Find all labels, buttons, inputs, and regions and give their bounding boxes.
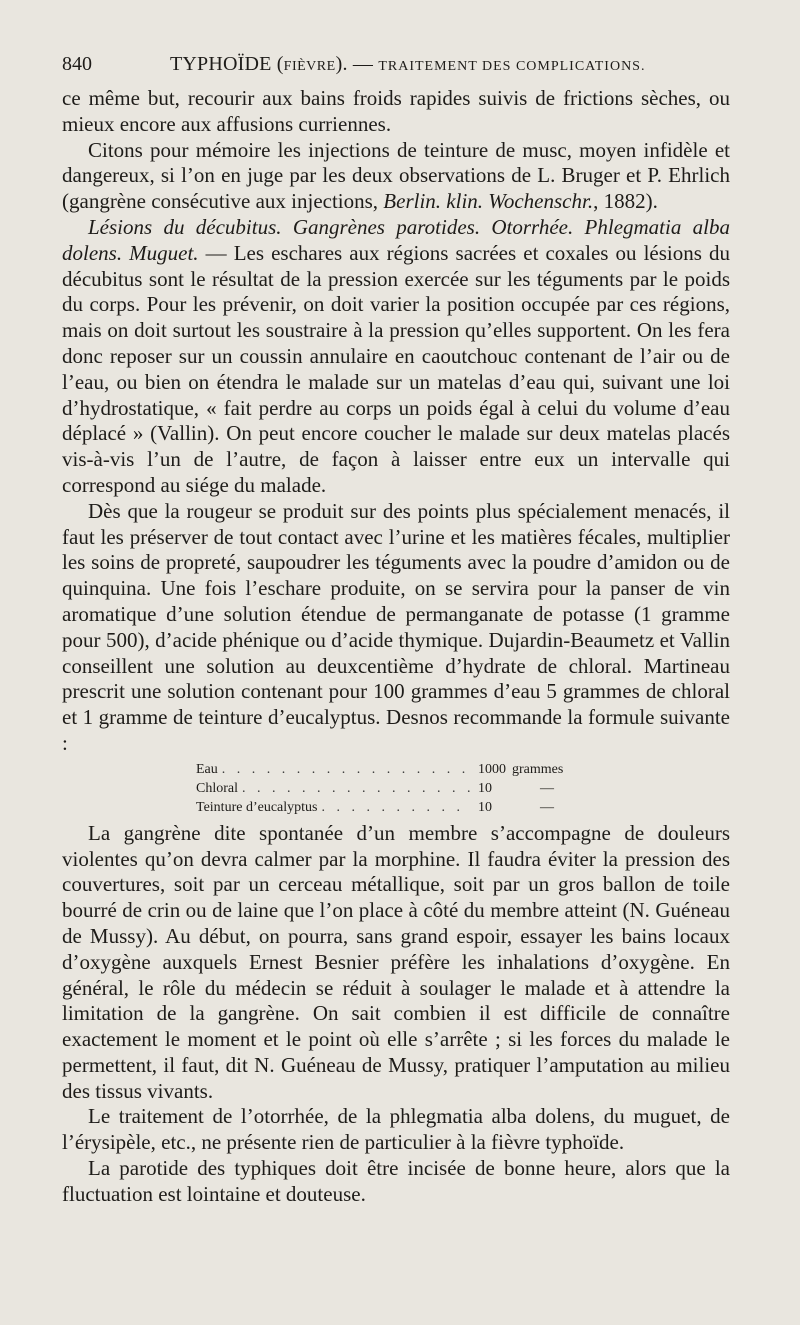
page-number: 840 <box>62 53 92 75</box>
title-paren-open: ( <box>271 53 284 75</box>
formula-ingredient: Eau <box>196 761 218 777</box>
paragraph-parotide: La parotide des typhiques doit être incisée de bonne heure, alors que la fluctuation est lointaine et douteuse. <box>62 1156 730 1206</box>
paragraph-rougeur: Dès que la rougeur se produit sur des points plus spécialement menacés, il faut les préserver de tout contact avec l’urine et les matières fécales, multiplier les soins de propreté, saupoudrer les téguments avec la poudre d’amidon ou de quinquina. Une fois l’eschare produite, on se servira pour la panser de vin aromatique d’une solution étendue de permanganate de potasse (1 gramme pour 500), d’acide phénique ou d’acide thymique. Dujardin-Beaumetz et Vallin conseillent une solution au deuxcentième d’hydrate de chloral. Martineau prescrit une solution contenant pour 100 grammes d’eau 5 grammes de chloral et 1 gramme de teinture d’eucalyptus. Desnos recommande la formule suivante : <box>62 498 730 755</box>
formula-row <box>196 779 616 798</box>
title-small-caps: FIÈVRE <box>283 59 336 74</box>
title-paren-close: ). <box>335 53 348 75</box>
paragraph-continued: ce même but, recourir aux bains froids rapides suivis de frictions sèches, ou mieux encore aux affusions curriennes. <box>62 86 730 136</box>
body-text <box>62 86 730 1208</box>
formula-unit: grammes <box>512 761 564 777</box>
section-title: TRAITEMENT DES COMPLICATIONS. <box>378 59 646 74</box>
formula-ingredient: Chloral <box>196 780 238 796</box>
paragraph-gangrene: La gangrène dite spontanée d’un membre s’accompagne de douleurs violentes qu’on devra calmer par la morphine. Il faudra éviter la pression des couvertures, soit par un cerceau métallique, soit par un gros ballon de toile bourré de crin ou de laine que l’on place à côté du membre atteint (N. Guéneau de Mussy). Au début, on pourra, sans grand espoir, essayer les bains locaux d’oxygène auxquels Ernest Besnier préfère les inhalations d’oxygène. En général, le rôle du médecin se réduit à soulager le malade et à attendre la limitation de la gangrène. On sait combien il est difficile de connaître exactement le moment et le point où elle s’arrête ; si les forces du malade le permettent, il faut, dit N. Guéneau de Mussy, pratiquer l’amputation au milieu des tissus vivants. <box>62 820 730 1103</box>
paragraph-decubitus <box>62 215 730 499</box>
formula-quantity: 10 <box>478 780 492 796</box>
formula-row <box>196 760 616 779</box>
running-title <box>170 50 645 81</box>
formula-quantity: 10 <box>478 799 492 815</box>
section-heading-italic: Lésions du décubitus. Gangrènes parotides. Otorrhée. Phlegmatia alba dolens. Muguet. <box>62 214 730 265</box>
dot-leader <box>242 779 472 798</box>
formula-quantity: 1000 <box>478 761 506 777</box>
formula-table <box>196 760 616 817</box>
dot-leader <box>321 798 472 817</box>
paragraph-decubitus-text: — Les eschares aux régions sacrées et coxales ou lésions du décubitus sont le résultat de la pression exercée sur les téguments par le poids du corps. Pour les prévenir, on doit varier la position occupée par ces régions, mais on doit surtout les soustraire à la pression qu’elles supportent. On les fera donc reposer sur un coussin annulaire en caoutchouc contenant de l’air ou de l’eau, ou bien on étendra le malade sur un matelas d’eau qui, suivant une loi d’hydrostatique, « fait perdre au corps un poids égal à celui du volume d’eau déplacé » (Vallin). On peut encore coucher le malade sur deux matelas placés vis-à-vis l’un de l’autre, de façon à laisser entre eux un intervalle qui correspond au siége du malade. <box>62 240 730 497</box>
paragraph-musc <box>62 138 730 215</box>
formula-ingredient: Teinture d’eucalyptus <box>196 799 318 815</box>
paragraph-otorrhee: Le traitement de l’otorrhée, de la phlegmatia alba dolens, du muguet, de l’érysipèle, etc., ne présente rien de particulier à la fièvre typhoïde. <box>62 1104 730 1155</box>
formula-unit: — <box>540 780 554 796</box>
paragraph-musc-end: , 1882). <box>593 189 658 214</box>
formula-unit: — <box>540 799 554 815</box>
title-separator: — <box>347 53 379 75</box>
journal-citation: Berlin. klin. Wochenschr. <box>383 189 594 214</box>
paragraph-musc-text: Citons pour mémoire les injections de teinture de musc, moyen infidèle et dangereux, si l’on en juge par les deux observations de L. Bruger et P. Ehrlich (gangrène consécutive aux injections, <box>62 137 730 214</box>
title-main: TYPHOÏDE <box>170 53 272 75</box>
dot-leader <box>222 760 472 779</box>
formula-row <box>196 798 616 817</box>
running-header <box>62 50 732 78</box>
